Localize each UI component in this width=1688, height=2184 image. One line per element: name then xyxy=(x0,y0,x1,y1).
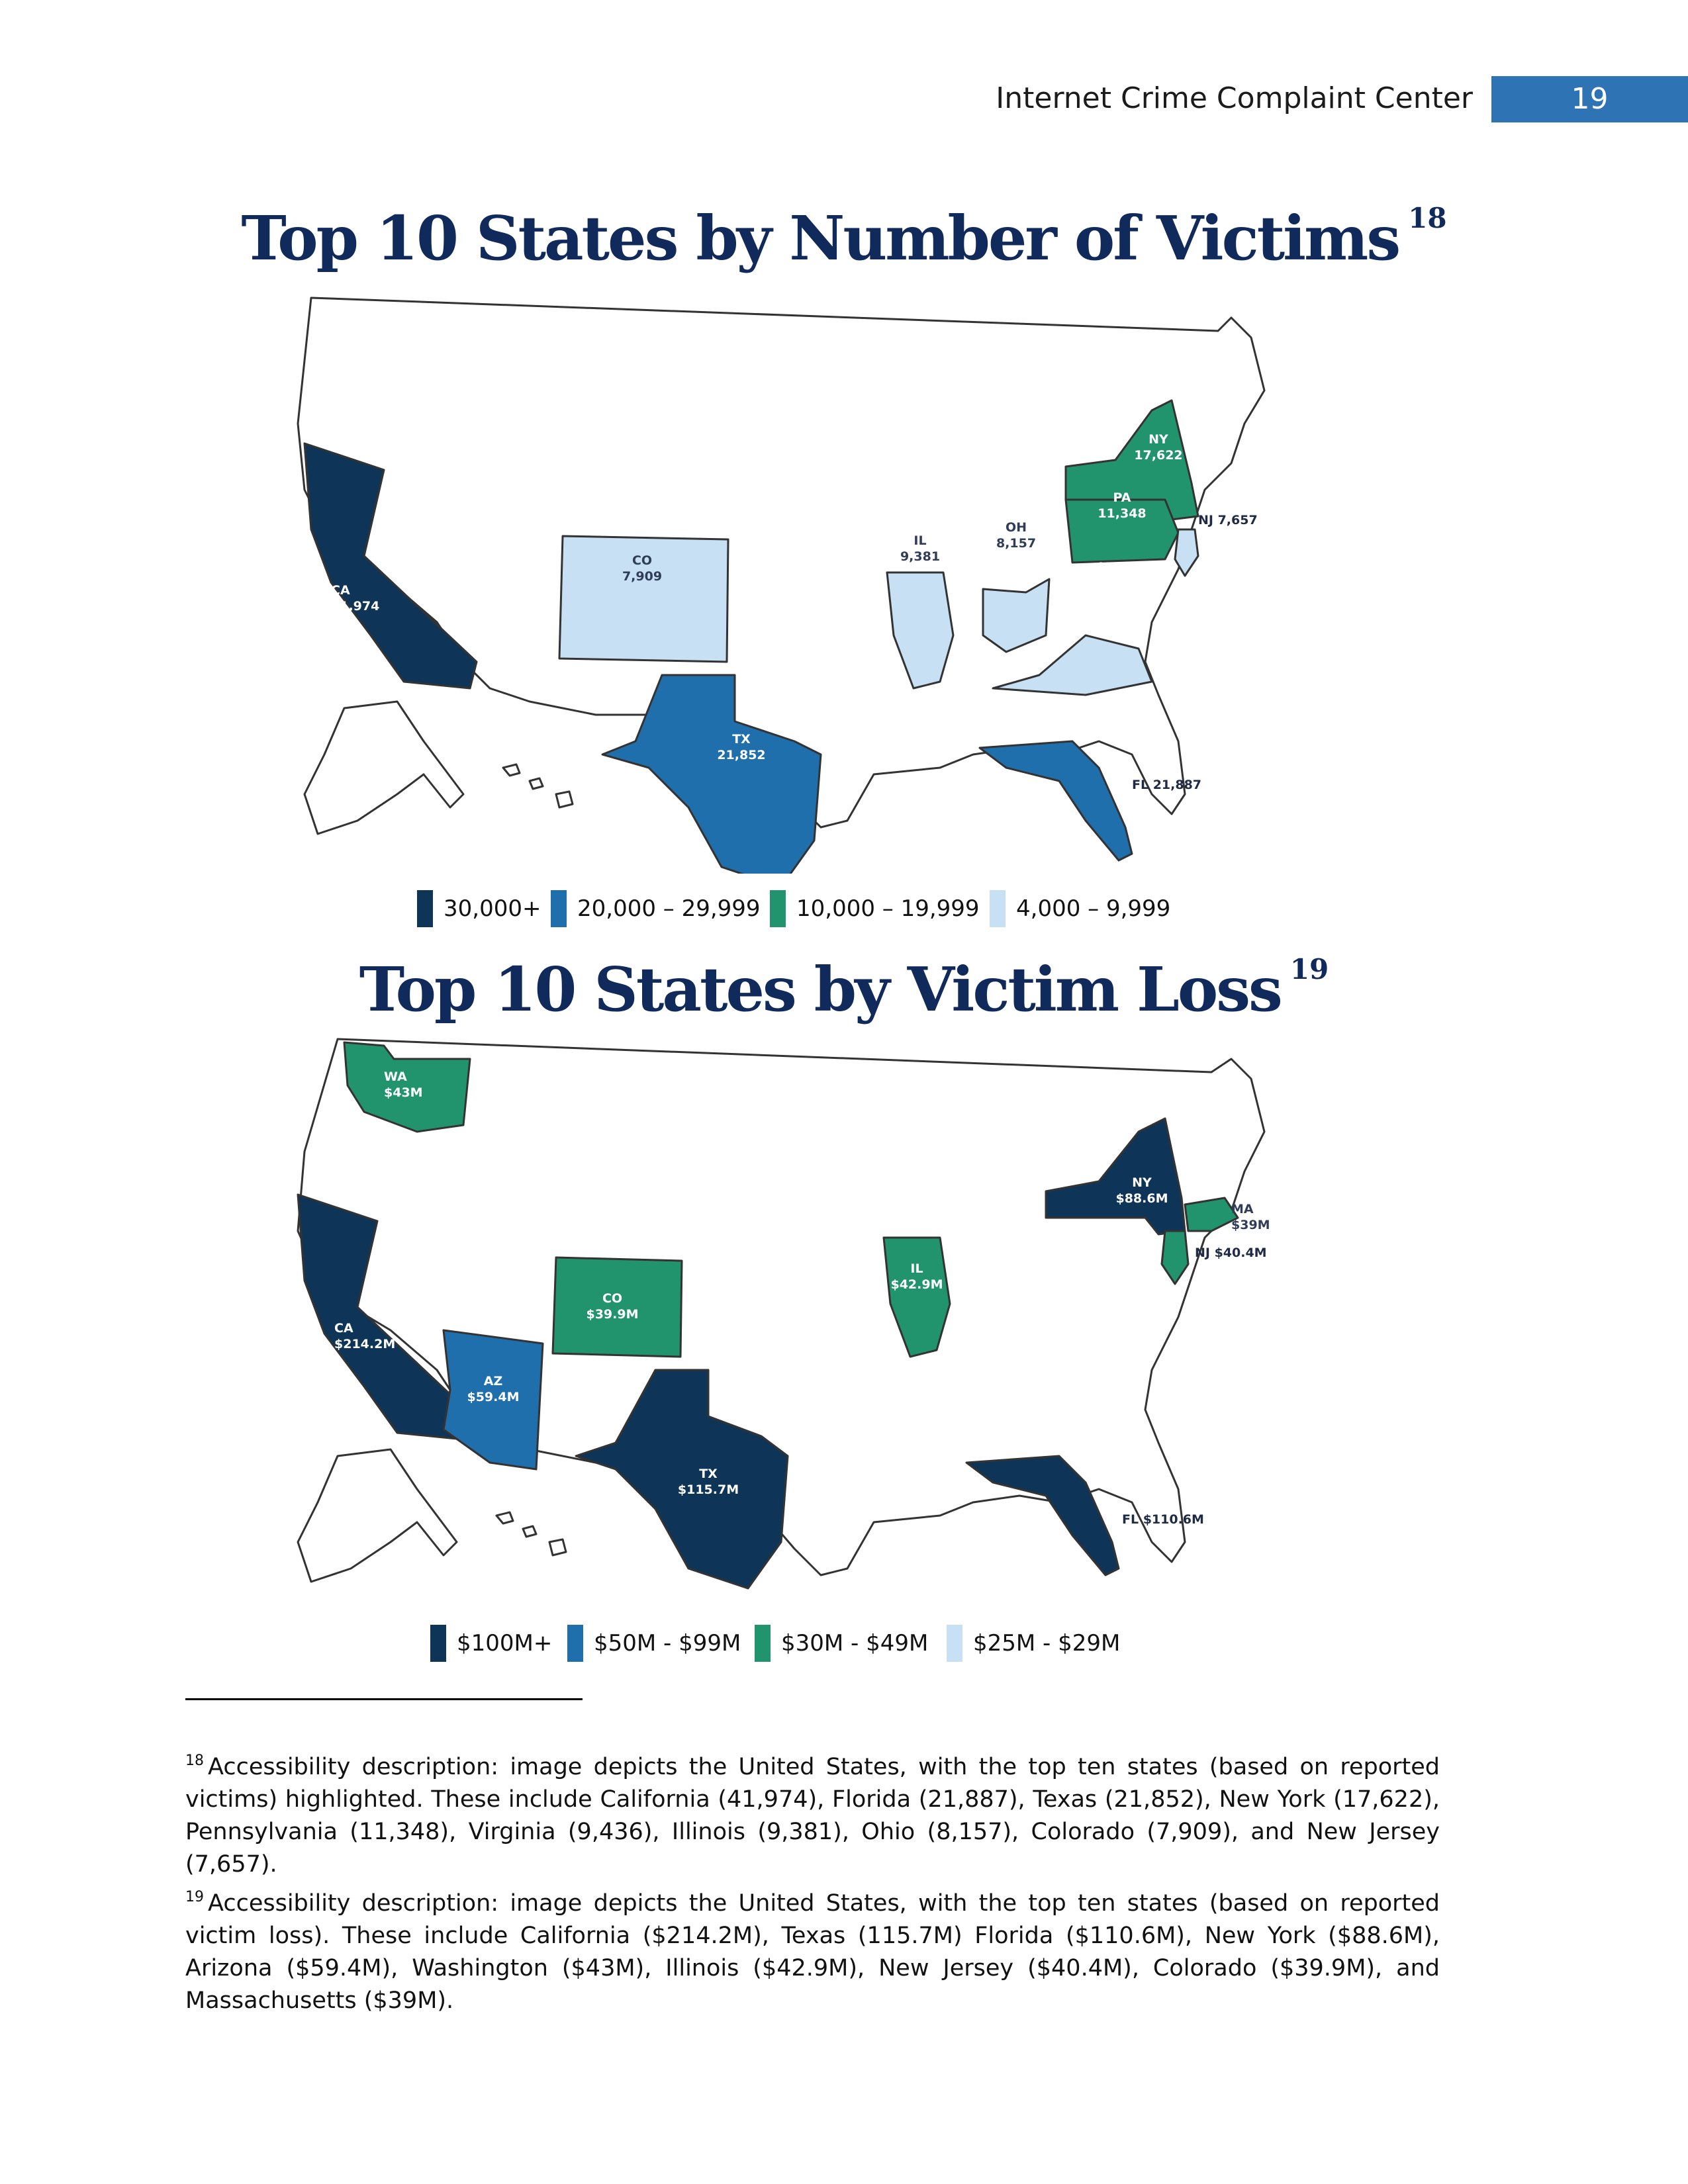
legend-swatch-tier2 xyxy=(567,1625,583,1662)
loss-legend-item: $100M+ xyxy=(430,1625,552,1662)
legend-swatch-tier4 xyxy=(947,1625,962,1662)
victims-footnote-ref: 18 xyxy=(1408,202,1447,234)
label-ny: NY 17,622 xyxy=(1134,432,1183,463)
legend-swatch-tier3 xyxy=(755,1625,771,1662)
alaska-shape xyxy=(298,1449,457,1582)
label-tx: TX $115.7M xyxy=(677,1467,739,1497)
victims-legend xyxy=(0,890,1688,930)
loss-map-title xyxy=(0,953,1688,1025)
loss-legend-item: $25M - $29M xyxy=(947,1625,1120,1662)
hawaii-shape xyxy=(503,764,573,807)
hawaii-shape xyxy=(496,1512,566,1555)
label-nj: NJ 7,657 xyxy=(1198,513,1258,527)
label-ca: CA 41,974 xyxy=(331,583,380,614)
legend-swatch-tier1 xyxy=(417,890,433,927)
label-co: CO $39.9M xyxy=(586,1291,639,1322)
alaska-shape xyxy=(305,702,463,834)
footnotes xyxy=(185,1745,1440,2017)
label-ny: NY $88.6M xyxy=(1115,1175,1168,1206)
loss-legend-item: $50M - $99M xyxy=(567,1625,741,1662)
victims-title-text: Top 10 States by Number of Victims xyxy=(241,203,1399,274)
legend-swatch-tier4 xyxy=(990,890,1006,927)
victims-map-title xyxy=(0,202,1688,274)
label-wa: WA $43M xyxy=(384,1069,423,1100)
label-az: AZ $59.4M xyxy=(467,1374,520,1404)
victims-legend-item: 30,000+ xyxy=(417,890,541,927)
page-header xyxy=(0,76,1688,122)
legend-swatch-tier3 xyxy=(770,890,786,927)
label-co: CO 7,909 xyxy=(622,553,663,584)
label-il: IL 9,381 xyxy=(900,533,941,564)
label-pa: PA 11,348 xyxy=(1098,490,1147,521)
label-oh: OH 8,157 xyxy=(996,520,1037,551)
legend-swatch-tier1 xyxy=(430,1625,446,1662)
victims-legend-item: 4,000 – 9,999 xyxy=(990,890,1170,927)
loss-footnote-ref: 19 xyxy=(1289,953,1329,985)
legend-swatch-tier2 xyxy=(551,890,567,927)
label-nj: NJ $40.4M xyxy=(1195,1246,1267,1260)
label-va: VA 9,436 xyxy=(1088,560,1129,590)
page-number: 19 xyxy=(1491,76,1688,122)
victims-legend-item: 10,000 – 19,999 xyxy=(770,890,980,927)
label-fl: FL $110.6M xyxy=(1122,1512,1204,1527)
label-ma: MA $39M xyxy=(1231,1202,1270,1232)
footnote-18: $^{18}$ Accessibility description: image depicts the United States, with the top ten states (based on reported victims) highlighted. These include California (41,974), Florida (21,887), Texas (21,852), New York (17,622), Pennsylvania (11,348), Virginia (9,436), Illinois (9,381), Ohio (8,157), Colorado (7,909), and New Jersey (7,657). xyxy=(185,1752,1440,1878)
loss-map xyxy=(285,1032,1331,1628)
header-title: Internet Crime Complaint Center xyxy=(996,81,1473,115)
loss-legend-item: $30M - $49M xyxy=(755,1625,928,1662)
loss-map-svg xyxy=(285,1032,1331,1628)
victims-map xyxy=(291,291,1324,874)
label-tx: TX 21,852 xyxy=(717,732,766,762)
loss-title-text: Top 10 States by Victim Loss xyxy=(359,954,1281,1025)
footnote-19: $^{19}$ Accessibility description: image depicts the United States, with the top ten states (based on reported victim loss). These include California ($214.2M), Texas (115.7M) Florida ($110.6M), New York ($88.6M), Arizona ($59.4M), Washington ($43M), Illinois ($42.9M), New Jersey ($40.4M), Colorado ($39.9M), and Massachusetts ($39M). xyxy=(185,1889,1440,2014)
label-il: IL $42.9M xyxy=(890,1261,943,1292)
footnote-separator xyxy=(185,1698,583,1700)
loss-legend xyxy=(0,1625,1688,1664)
state-fl xyxy=(980,741,1132,860)
label-fl: FL 21,887 xyxy=(1132,778,1202,792)
victims-legend-item: 20,000 – 29,999 xyxy=(551,890,761,927)
label-ca: CA $214.2M xyxy=(334,1321,396,1351)
